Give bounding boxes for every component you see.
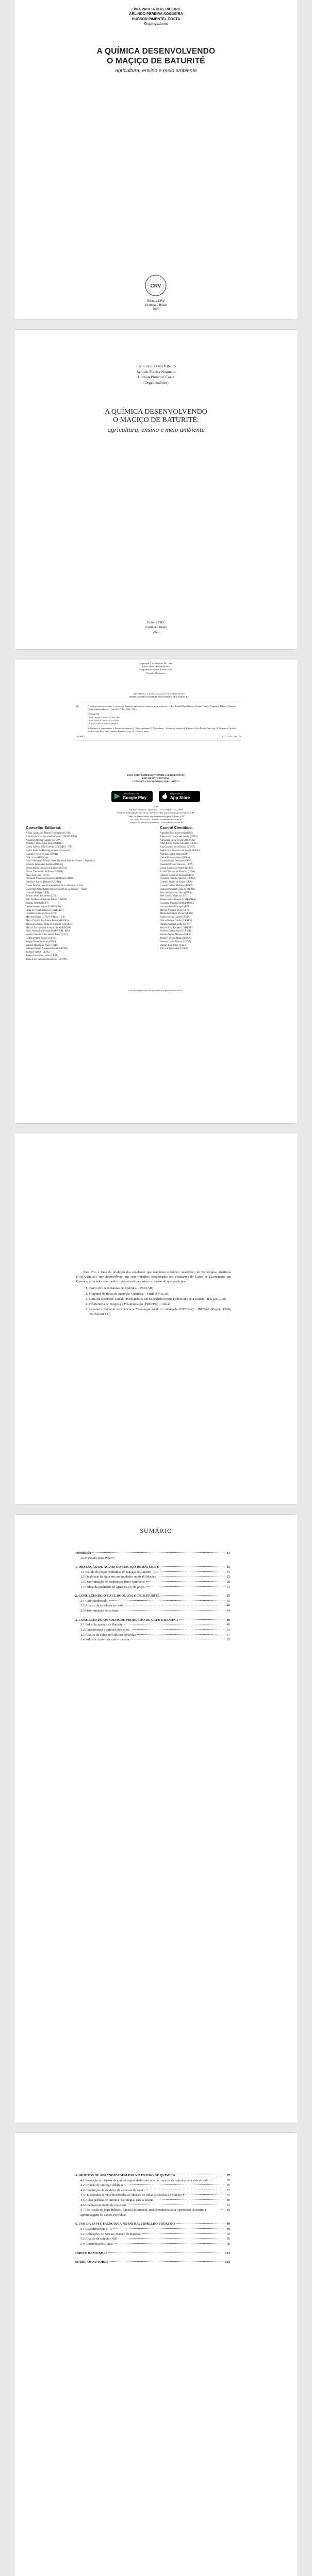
editorial-board <box>26 825 152 961</box>
toc-entry-page: 31 <box>226 1585 230 1589</box>
editorial-board-member: Lídia de Oliveira Xavier (UNIEURO) <box>26 909 63 912</box>
cdd: CDD 540 <box>222 735 232 738</box>
toc-leader <box>142 2233 225 2234</box>
toc-entry-label: 1.1 Estudo de poços profundos do maciço de Baturité – CE <box>80 1570 159 1574</box>
editorial-board-member: Paulo Romualdo Hernandes (UNIFAL-MG) <box>26 930 70 933</box>
summary-page-1 <box>14 1515 298 2123</box>
legal-prohibited: Proibida a reprodução parcial ou total desta obra sem autorização da Editora CRV <box>117 811 195 815</box>
isbn-digital: ISBN Digital 978-65-5578-079-6 <box>88 716 120 719</box>
legal-rights: Todos os direitos desta edição reservados pela: Editora CRV <box>127 815 185 818</box>
editorial-board-member: Tania Suely Azevedo Brasileiro (UFOPA) <box>26 958 68 961</box>
toc-entry[interactable] <box>75 2203 230 2208</box>
toc-leader <box>109 1600 225 1601</box>
note-list-item: 3. Edital de Extensão: Unilab Investigadores em Sociedade/Jovens Professores pela Unilab – IES/UNILAB; <box>89 1297 231 1301</box>
toc-entry-page: 95 <box>226 2237 230 2241</box>
publisher-block <box>14 300 298 312</box>
google-play-badge[interactable] <box>111 791 153 802</box>
editorial-board-member: Elizeu Clementino de Souza (UNEB) <box>26 870 63 873</box>
toc-entry-label: SOBRE OS AUTORES <box>75 2260 108 2264</box>
toc-entry-page: 80 <box>226 2198 230 2202</box>
doi: DOI 10.24824/978655578078.9 <box>88 722 118 725</box>
scientific-committee-member: Wagner Luiz Pinto (UEL) <box>160 944 186 947</box>
scientific-committee-title: Comitê Científico: <box>160 825 193 830</box>
cip-class: CDD 540 · CDU 54 <box>222 735 241 738</box>
toc-entry[interactable] <box>75 1580 230 1585</box>
toc-leader <box>161 1595 225 1596</box>
toc-entry-page: 70 <box>226 2183 230 2188</box>
toc-entry-label: 4. OBJETOS DE APRENDIZAGEM PARA O ENSINO DE QUÍMICA <box>75 2174 175 2177</box>
toc-entry-label: 4.3 Construção de modelos de sistemas de sabão <box>80 2188 145 2192</box>
toc-entry[interactable] <box>75 1570 230 1575</box>
toc-entry[interactable] <box>75 2232 230 2237</box>
scientific-committee-member: Carlos Martinez Neto (UFES) <box>160 856 190 859</box>
editorial-board-member: Tadeu Oliver Gonçalves (UFPA) <box>26 954 58 957</box>
toc-entry[interactable] <box>75 1628 230 1633</box>
toc-entry-page: 92 <box>226 2232 230 2236</box>
toc-entry[interactable] <box>75 2251 230 2256</box>
legal-deposit: Foi feito o depósito legal conf. Lei 10.994 de 14/12/2004 <box>128 808 183 811</box>
toc-entry-label: 2.3 Determinação de cafeína <box>80 1609 119 1613</box>
toc-entry-page: 15 <box>226 1565 230 1569</box>
toc-entry-label: 2.1 Café Sombreado <box>80 1599 108 1603</box>
toc-entry-page: 98 <box>226 2242 230 2246</box>
name-1: Lívia Paulia Dias Ribeiro <box>136 364 176 368</box>
toc-leader <box>161 1566 225 1567</box>
isbn-fisico: ISBN Físico 978-65-5578-078-9 <box>88 719 119 722</box>
editorial-board-member: Lourdes Helena da Silva (UFV) <box>26 912 58 916</box>
toc-leader <box>146 1581 225 1582</box>
toc-entry[interactable] <box>75 2236 230 2242</box>
scientific-committee-member: Patrícia Andrade Lima (UFV) <box>160 923 190 926</box>
toc-leader <box>176 2223 225 2224</box>
scientific-committee-member: Juliana Souza Pereira (UNIPAMPA) <box>160 899 196 902</box>
toc-entry-page: 44 <box>226 1609 230 1613</box>
scientific-committee-member: Ana Carolina Silva Dantas (UFRN) <box>160 846 195 849</box>
editorial-board-member: Helmuth Krüger (UCP) <box>26 891 50 894</box>
review-footnote: Este livro foi avaliado e aprovado por pareceristas ad hoc. <box>128 989 184 992</box>
toc-entry-label: 1.4 Índice de qualidade de águas (IQA) de poços <box>80 1585 145 1589</box>
toc-entry-page: 15 <box>226 1570 230 1574</box>
copyright-line: Copyright © da Editora CRV Ltda. <box>139 662 173 665</box>
scientific-committee-member: Antônio Carlos Braga (UFPI) <box>160 853 189 856</box>
toc-entry-label: ÍNDICE REMISSIVO <box>75 2251 107 2255</box>
toc-entry-page: 85 <box>226 2208 230 2212</box>
toc-entry-page: 67 <box>226 2178 230 2182</box>
toc-entry-label: 4.6 Reaproveitamento de materiais <box>80 2203 127 2207</box>
inner-publisher-city: Curitiba – Brasil <box>144 625 168 629</box>
toc-leader <box>221 2209 225 2210</box>
toc-leader <box>146 1586 225 1587</box>
editorial-board-member: Carlos Alberto Vilar Estêvão (UMINHO – PT) <box>26 846 72 849</box>
toc-entry-label: 1. OBTENÇÃO DE ÁGUAS DO MACIÇO DE BATURITÉ <box>75 1565 159 1569</box>
toc-leader <box>160 1571 225 1572</box>
toc-entry-page: 35 <box>226 1594 230 1598</box>
apple-icon <box>161 793 168 800</box>
scientific-committee-member: Daniela Oliveira Barbosa (UFPA) <box>160 863 193 867</box>
note-paragraph: Este livro é fruto da produção dos estudantes que compõem o Núcleo Acadêmico de Tecnologias Analíticas (NATA/Unilab), que desenvolvem, em seus trabalhos relacionados aos estudantes do Curso de Licenciatura em Química, atividades abordando os projetos de pesquisa e extensão do qual participam: <box>76 1270 231 1284</box>
toc-entry[interactable] <box>75 2183 230 2188</box>
toc-entry-label: 3.2 Caracterização química dos solos <box>80 1628 129 1632</box>
editorial-board-title: Conselho Editorial: <box>26 825 61 830</box>
scientific-committee-member: Jairo Sebastião da Silva (UFLA) <box>160 891 192 894</box>
cip-header <box>76 692 241 699</box>
cip-body <box>88 705 241 734</box>
google-play-label: Google Play <box>123 795 147 800</box>
title-line-1: A QUÍMICA DESENVOLVENDO <box>96 47 216 56</box>
toc-entry-page: 28 <box>226 1580 230 1584</box>
review-line: Revisão: Os Autores <box>146 671 166 674</box>
editorial-board-member: Sérgio Nunes de Jesus (IFRO) <box>26 940 56 943</box>
toc-entry-page: 101 <box>225 2251 230 2255</box>
toc-entry-label: 3.1 Solos do maciço de Baturité <box>80 1623 123 1627</box>
scientific-committee-member: Gabriela Nunes de Souza (UFPI) <box>160 881 193 884</box>
toc-leader <box>92 1552 225 1553</box>
copyright-block <box>14 662 298 675</box>
inner-subtitle: agricultura, ensino e meio ambiente <box>107 426 205 433</box>
toc-leader <box>119 2238 225 2239</box>
toc-entry[interactable] <box>75 2193 230 2198</box>
toc-entry-page: 23 <box>226 1575 230 1579</box>
scientific-committee-member: Sandra Regina Menezes (UEM) <box>160 934 192 937</box>
cover-page <box>14 0 298 319</box>
organizer-1: LÍVIA PAULIA DIAS RIBEIRO <box>132 8 180 11</box>
editorial-board-member: Gloria Fariñas León (Universidade de La Havana – Cuba) <box>26 884 84 887</box>
toc-entry-label: 4.1 Produção de objetos de aprendizagem dedicados a experimentos de química para sala de aula <box>80 2178 208 2182</box>
inner-title <box>14 408 298 425</box>
scientific-committee-member: Geraldo Valmir Malhado (UFRA) <box>160 884 194 887</box>
toc-entry-page: 67 <box>226 2174 230 2177</box>
title-page <box>14 330 298 649</box>
cip-row <box>76 705 241 734</box>
inner-publisher <box>14 621 298 634</box>
google-play-icon <box>114 793 121 800</box>
editorial-board-member: Fernando Antônio Gonçalves Alcoforado (IPB) <box>26 877 73 880</box>
name-3: Hudson Pimentel Costa <box>138 375 174 379</box>
toc-entry-label: 1.2 Qualidade da água em comunidades rurais do Maciço <box>80 1575 156 1579</box>
toc-entry-page: 49 <box>226 1623 230 1627</box>
editorial-board-member: Cesar Gerónimo Tello (Univer. Nacional Três de Febrero – Argentina) <box>26 860 95 863</box>
toc-entry-label: 2.2 Análise de fenólicos em café <box>80 1604 124 1608</box>
editorial-board-member: Celso Conti (UFSCar) <box>26 856 48 859</box>
toc-entry[interactable] <box>75 2198 230 2203</box>
app-heading-3: CONHEÇA E BAIXE NOSSO APLICATIVO! <box>132 780 180 783</box>
organizer-3: HUDSON PIMENTEL COSTA <box>132 17 180 21</box>
toc-entry-label: 3. CONHECENDO OS SOLOS DE PRODUÇÃO DE CAFÉ E BANANA <box>75 1618 178 1622</box>
legal-website: Conheça os nossos lançamentos: www.editoracrv.com.br <box>129 821 183 824</box>
note-page <box>14 1133 298 1504</box>
toc-entry-label: Lívia Paulia Dias Ribeiro <box>80 1556 114 1560</box>
editorial-board-member: Eduardo Fernandes Barbosa (UFMG) <box>26 863 63 867</box>
toc-entry[interactable] <box>75 1622 230 1628</box>
editorial-board-member: Marcelo Paixão (UFRJ e UTexas – US) <box>26 916 65 919</box>
toc-entry-label: 4.5 Aulas práticas de química: estratégias para o ensino <box>80 2198 154 2202</box>
cip-footer <box>76 735 241 738</box>
toc-entry[interactable] <box>75 1599 230 1604</box>
scientific-committee-member: Allan Kleber Souza Carvalho (UFAC) <box>160 842 198 845</box>
toc-entry-page: 40 <box>226 1604 230 1608</box>
toc-entry-page: 83 <box>226 2203 230 2207</box>
scientific-committee-member: Otávio Ramos Coelho (UFRPE) <box>160 919 192 922</box>
toc-leader <box>158 1576 225 1577</box>
toc-entry-label: 5.2 Aplicações do NIR no Maciço de Baturité <box>80 2232 141 2236</box>
scientific-committee <box>160 825 286 951</box>
inner-publisher-year: 2020 <box>153 630 159 634</box>
toc-entry[interactable] <box>75 1565 230 1570</box>
book-title <box>14 47 298 66</box>
scientific-committee-member: Evaldo Ferreira de Almeida (UFSJ) <box>160 870 195 873</box>
toc-entry[interactable] <box>75 1574 230 1580</box>
editorial-board-member: Maria de Lourdes Pinto de Almeida (UNOESC) <box>26 923 74 926</box>
editorial-board-member: João Adalberto Campato Junior (UNESP) <box>26 899 68 902</box>
cip-heading-2: SINDICATO NACIONAL DOS EDITORES DE LIVROS, RJ <box>129 696 189 699</box>
editorial-board-member: Antônio Pereira Gaio Júnior (UFRRJ) <box>26 842 64 845</box>
title-line-2: O MAÇIÇO DE BATURITÉ <box>107 56 205 65</box>
toc-leader <box>183 2194 225 2195</box>
toc-entry-label: 1.3 Determinação de parâmetros físico-químicos <box>80 1580 145 1584</box>
editor-line: Editor-chefe: Railson Moura <box>142 665 170 668</box>
table-of-contents-continued <box>75 2169 230 2265</box>
toc-entry-page: 11 <box>226 1551 230 1555</box>
toc-entry-label: 3.3 Análise de solos em cultivos agrícolas <box>80 1633 136 1637</box>
legal-year: 2020 <box>153 805 159 808</box>
scientific-committee-member: Edson Roberto de Matos (UFRR) <box>160 867 193 870</box>
cdu: CDU 54 <box>233 735 241 738</box>
toc-entry-label: Introdução <box>75 1551 91 1555</box>
toc-entry-page: 103 <box>225 2260 230 2264</box>
toc-entry-label: 4.2 Criação de um jogo didático <box>80 2183 123 2188</box>
toc-leader <box>110 2261 224 2262</box>
toc-entry-page: 53 <box>226 1628 230 1632</box>
toc-entry[interactable] <box>75 1585 230 1590</box>
editorial-board-member: Renato Francisco dos Santos Paula (UFG) <box>26 934 68 937</box>
editorial-board-member: Leonel Severo Rocha (UNISINOS) <box>26 905 61 908</box>
editorial-board-member: Guillermo Arias Beatón (Universidade de La Havana – Cuba) <box>26 888 87 891</box>
app-store-badge[interactable] <box>159 791 200 802</box>
editorial-board-member: Carlos Federico Dominguez Avila (Unieuro) <box>26 849 70 852</box>
note-list-item: 2. Programa de Bolsa de Iniciação Científica – PIBIC/UNILAB; <box>89 1292 231 1296</box>
organizers <box>14 7 298 27</box>
toc-leader <box>114 2243 225 2244</box>
editorial-board-member: Carmen Tereza Velanga (UNIR) <box>26 853 58 856</box>
toc-entry[interactable] <box>75 2227 230 2232</box>
organizer-2: ARLINDO PEREIRA NOGUEIRA <box>129 12 183 16</box>
toc-leader <box>131 1629 225 1630</box>
editorial-board-member: Andréia da Silva Quintanilha Sousa (UNIR/UFRN) <box>26 835 77 838</box>
inner-title-line-2: O MACIÇO DE BATURITÉ: <box>113 416 199 425</box>
toc-entry-label: 5.1 Espectroscopia NIR <box>80 2227 112 2231</box>
toc-entry[interactable] <box>75 2208 230 2217</box>
toc-entry-label: 4.4 Os métodos diretos de medidas ao alcance de todas as escolas do Maciço <box>80 2193 182 2197</box>
toc-entry-page: 49 <box>226 1618 230 1622</box>
toc-leader <box>155 2199 225 2200</box>
app-heading-2: EM FORMATO DIGITAL. <box>142 777 170 780</box>
scientific-committee-member: Maria das Graças Vieira (UERN) <box>160 912 193 916</box>
editorial-board-member: Maria Lília Imbiriba Sousa Colares (UFOPA) <box>26 926 71 929</box>
scientific-committee-member: Thiago Ferreira Moura (UFCA) <box>160 937 192 940</box>
inner-publisher-name: Editora CRV <box>147 621 165 624</box>
toc-entry[interactable] <box>75 2173 230 2178</box>
publisher: Editora CRV <box>147 300 165 303</box>
toc-entry[interactable] <box>75 2242 230 2247</box>
toc-entry-page: 89 <box>226 2227 230 2231</box>
cip-record <box>76 703 241 740</box>
toc-entry-label: 5.4 Considerações finais <box>80 2242 113 2246</box>
scientific-committee-member: André Luiz Francisco de Souza (IFMG) <box>160 849 200 852</box>
summary-title: SUMÁRIO <box>140 1527 172 1534</box>
editorial-board-member: Maria Cristina dos Santos Bezerra (UFSCar) <box>26 919 70 922</box>
cip-bibliografia: Bibliografia <box>88 713 100 716</box>
app-store-kicker: Disponível na <box>170 792 183 795</box>
name-2: Arlindo Pereira Nogueira <box>136 369 176 374</box>
toc-entry-page: 57 <box>226 1633 230 1637</box>
toc-entry[interactable] <box>75 1618 230 1623</box>
scientific-committee-member: Renata Silva Borges (UNIFESP) <box>160 926 192 929</box>
toc-leader <box>179 1619 225 1620</box>
toc-entry[interactable] <box>75 1633 230 1638</box>
note-list-item: 4. Pró-Reitoria de Pesquisa e Pós-graduação (PROPPG) – Unilab; <box>89 1302 231 1307</box>
scientific-committee-member: Marcos Vinícius Teles (UFPB) <box>160 909 191 912</box>
scientific-committee-member: Alessandro Gonçalves Lemos (UFES) <box>160 835 198 838</box>
note-list-item: 5. Secretaria Nacional de Ciência e Tecnologia Analítica Avançada (INCTAA) - INCTAA (Projeto CNPq 465768/2014-8). <box>89 1307 231 1316</box>
editorial-board-member: Simone Rodrigues Pinto (UNB) <box>26 944 58 947</box>
legal-block <box>14 805 298 824</box>
cip-heading: CIP-BRASIL. CATALOGAÇÃO NA PUBLICAÇÃO <box>133 692 185 695</box>
scientific-committee-member: Claudia Maria Bertonha (UFPR) <box>160 860 192 863</box>
publisher-city: Curitiba – Brasil <box>145 303 167 307</box>
toc-entry[interactable] <box>75 1637 230 1642</box>
app-heading-1: ESTA OBRA TAMBÉM ENCONTRA-SE DISPONÍVEL <box>127 774 185 776</box>
table-of-contents <box>75 1547 230 1642</box>
toc-entry[interactable] <box>75 1551 230 1556</box>
summary-page-2 <box>14 2133 298 2576</box>
toc-entry[interactable] <box>75 2178 230 2183</box>
toc-entry[interactable] <box>75 2222 230 2227</box>
inner-title-line-1: A QUÍMICA DESENVOLVENDO <box>105 408 207 416</box>
editorial-board-member: Sydione Santos (UEPG) <box>26 951 50 954</box>
toc-entry-page: 35 <box>226 1599 230 1603</box>
editorial-board-member: Jailson Alves dos Santos (UFRJ) <box>26 895 58 898</box>
publisher-year: 2020 <box>152 308 160 311</box>
organizer-names <box>14 364 298 385</box>
scientific-committee-list <box>160 832 286 951</box>
google-play-kicker: DISPONÍVEL NO <box>123 792 139 795</box>
app-store-label: App Store <box>170 795 190 800</box>
editorial-board-member: Aldira Guimarães Duarte Domínguez (UNB) <box>26 832 71 835</box>
toc-entry[interactable] <box>75 1556 230 1561</box>
editorial-board-member: Anselmo Alencar Colares (UFOPA) <box>26 839 61 842</box>
cip-number: 20-46472 <box>76 735 86 738</box>
cip-text: A química desenvolvendo o maciço de Baturité: agricultura, ensino e meio ambiente / Lívia Paulia Dias Ribeiro, Arlindo Pereira Nogueira, Hudson Pimentel Costa (organizadores) – Curitiba: CRV, 2020. 104 p. <box>88 705 237 711</box>
note-text <box>76 1270 231 1318</box>
cip-code: Q6 <box>76 705 79 707</box>
scientific-committee-member: Hudson Pimentel Costa (UNILAB) <box>160 888 195 891</box>
organizers-role: Organizadores <box>144 22 168 26</box>
crv-logo-icon <box>144 274 167 297</box>
toc-entry-label: 3.4 Solo em cultivo de café e banana <box>80 1638 129 1642</box>
toc-entry-page: 89 <box>226 2222 230 2226</box>
app-heading <box>14 774 298 784</box>
toc-entry[interactable] <box>75 1608 230 1614</box>
toc-entry[interactable] <box>75 2260 230 2265</box>
cip-subjects: 1. Química 2. Agricultura 3. Ensino de química 4. Meio ambiente 5. Agricultura – Ensino de química I. Ribeiro, Lívia Paulia Dias. org. II. Nogueira, Arlindo Pereira. org. III. Costa, Hudson Pimentel. org. IV. Título V. Série <box>88 727 237 733</box>
toc-leader <box>137 1634 225 1635</box>
toc-leader <box>120 1610 225 1611</box>
toc-entry-label: 4.7 Utilização do jogo didático, Cinará Dominema: uma ferramenta para o processo de ensino e aprendizagem de Tabela Periódica <box>80 2208 207 2217</box>
note-list-item: 1. Centro de Licenciaturas em Química – UNILAB; <box>89 1286 231 1291</box>
editorial-board-member: Francisco Carlos Duarte (PUC-PR) <box>26 881 61 884</box>
scientific-committee-member: Alexandre Silva Teixeira (UFSCar) <box>160 839 195 842</box>
toc-entry-label: 2. CONHECENDO O CAFÉ DO MACIÇO DE BATURITÉ <box>75 1594 160 1598</box>
toc-entry[interactable] <box>75 1603 230 1608</box>
design-line: Diagramação e Capa: Editora CRV <box>139 668 173 671</box>
toc-leader <box>113 2228 225 2229</box>
toc-entry[interactable] <box>75 2188 230 2193</box>
editorial-board-member: Elione Maria Nogueira Diogenes (UFAL) <box>26 867 68 870</box>
scientific-committee-member: Roberto Carlos Nunes (UFMT) <box>160 930 191 933</box>
toc-entry-page: 76 <box>226 2193 230 2197</box>
logo-text: CRV <box>150 283 161 289</box>
names-role: (Organizadores) <box>143 380 169 385</box>
scientific-committee-member: Nadja Ferreira Lopes (UFMA) <box>160 916 191 919</box>
scientific-committee-member: Agustina Rosa Echeverría (UNB) <box>160 832 193 835</box>
copyright-page <box>14 659 298 1123</box>
toc-entry-label: 5. USO DA ESPECTROSCOPIA NO INFRAVERMELHO PRÓXIMO <box>75 2222 175 2226</box>
editorial-board-member: Solange Helena Ximenes-Rocha (UFOPA) <box>26 947 69 951</box>
legal-contact: Tel.: (41) 3039-6418 – E-mail: sac@editoracrv.com.br <box>130 818 182 821</box>
toc-leader <box>108 2252 223 2253</box>
editorial-board-list <box>26 832 152 961</box>
scientific-committee-member: Fernanda Cristina Queiroz (UFAM) <box>160 877 195 880</box>
book-subtitle: agricultura, ensino e meio ambiente <box>115 68 197 74</box>
note-list <box>76 1286 231 1316</box>
editorial-board-member: Josania Portela (UFPI) <box>26 902 48 905</box>
scientific-committee-member: Vanessa Costa Ribeiro (UFOP) <box>160 940 191 943</box>
toc-entry[interactable] <box>75 1594 230 1599</box>
toc-leader <box>124 2184 225 2185</box>
scientific-committee-member: Fabrício Ramos de Moura (UFPE) <box>160 874 194 877</box>
scientific-committee-member: Yara Lúcia Mendes (UFBA) <box>160 947 188 951</box>
toc-entry-label: 5.3 Análise de café por NIR <box>80 2237 118 2241</box>
scientific-committee-member: Luciana Rocha Campos (UFS) <box>160 905 191 908</box>
editorial-board-member: Rodrigo Pratte-Santos (UFES) <box>26 937 56 940</box>
toc-entry-page: 72 <box>226 2188 230 2192</box>
scientific-committee-member: Leonardo Martins Andrade (UFG) <box>160 902 194 905</box>
scientific-committee-member: José Carlos Oliveira (UFC) <box>160 895 187 898</box>
toc-entry-page: 62 <box>226 1638 230 1642</box>
editorial-board-member: Élsio José Corá (UFFS) <box>26 874 50 877</box>
